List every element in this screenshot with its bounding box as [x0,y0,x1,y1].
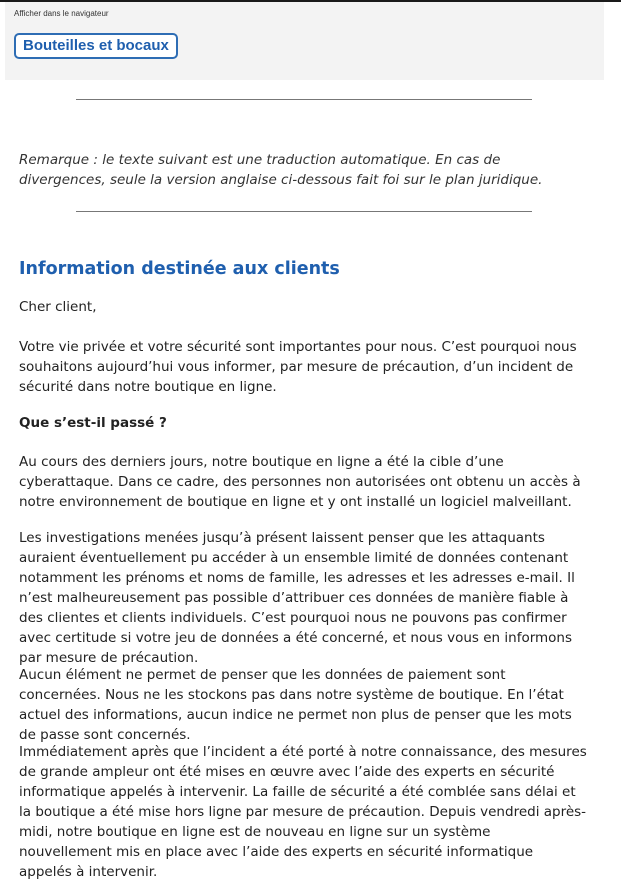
paragraph-payment-data: Aucun élément ne permet de penser que les données de paiement sont concernées. Nous ne les stockons pas dans notre système de boutique. En l’état actuel des informations, aucun indice ne permet non plus de penser que les mots de passe sont concernés. [19,667,572,743]
divider-top [76,99,532,100]
page-title: Information destinée aux clients [19,259,340,279]
paragraph-attack: Au cours des derniers jours, notre boutique en ligne a été la cible d’une cyberattaque. Dans ce cadre, des personnes non autorisées ont obtenu un accès à notre environnement de boutique en ligne et y ont installé un logiciel malveillant. [19,454,581,510]
greeting: Cher client, [19,299,97,315]
section-heading-what-happened: Que s’est-il passé ? [19,415,167,431]
intro-paragraph: Votre vie privée et votre sécurité sont importantes pour nous. C’est pourquoi nous souhaitons aujourd’hui vous informer, par mesure de précaution, d’un incident de sécurité dans notre boutique en ligne. [19,339,577,395]
translation-notice: Remarque : le texte suivant est une traduction automatique. En cas de divergences, seule la version anglaise ci-dessous fait foi sur le plan juridique. [19,151,543,188]
paragraph-measures: Immédiatement après que l’incident a été porté à notre connaissance, des mesures de grande ampleur ont été mises en œuvre avec l’aide des experts en sécurité informatique appelés à intervenir. La faille de sécurité a été comblée sans délai et la boutique a été mise hors ligne par mesure de précaution. Depuis vendredi après-midi, notre boutique en ligne est de nouveau en ligne sur un système nouvellement mis en place avec l’aide des experts en sécurité informatique appelés à intervenir. [19,744,587,880]
brand-logo[interactable]: Bouteilles et bocaux [14,33,178,59]
email-header [5,2,604,80]
view-in-browser-link[interactable]: Afficher dans le navigateur [14,9,109,18]
divider-bottom [76,211,532,212]
paragraph-investigation: Les investigations menées jusqu’à présent laissent penser que les attaquants auraient éventuellement pu accéder à un ensemble limité de données contenant notamment les prénoms et noms de famille, les adresses et les adresses e-mail. Il n’est malheureusement pas possible d’attribuer ces données de manière fiable à des clientes et clients individuels. C’est pourquoi nous ne pouvons pas confirmer avec certitude si votre jeu de données a été concerné, et nous vous en informons par mesure de précaution. [19,530,575,666]
